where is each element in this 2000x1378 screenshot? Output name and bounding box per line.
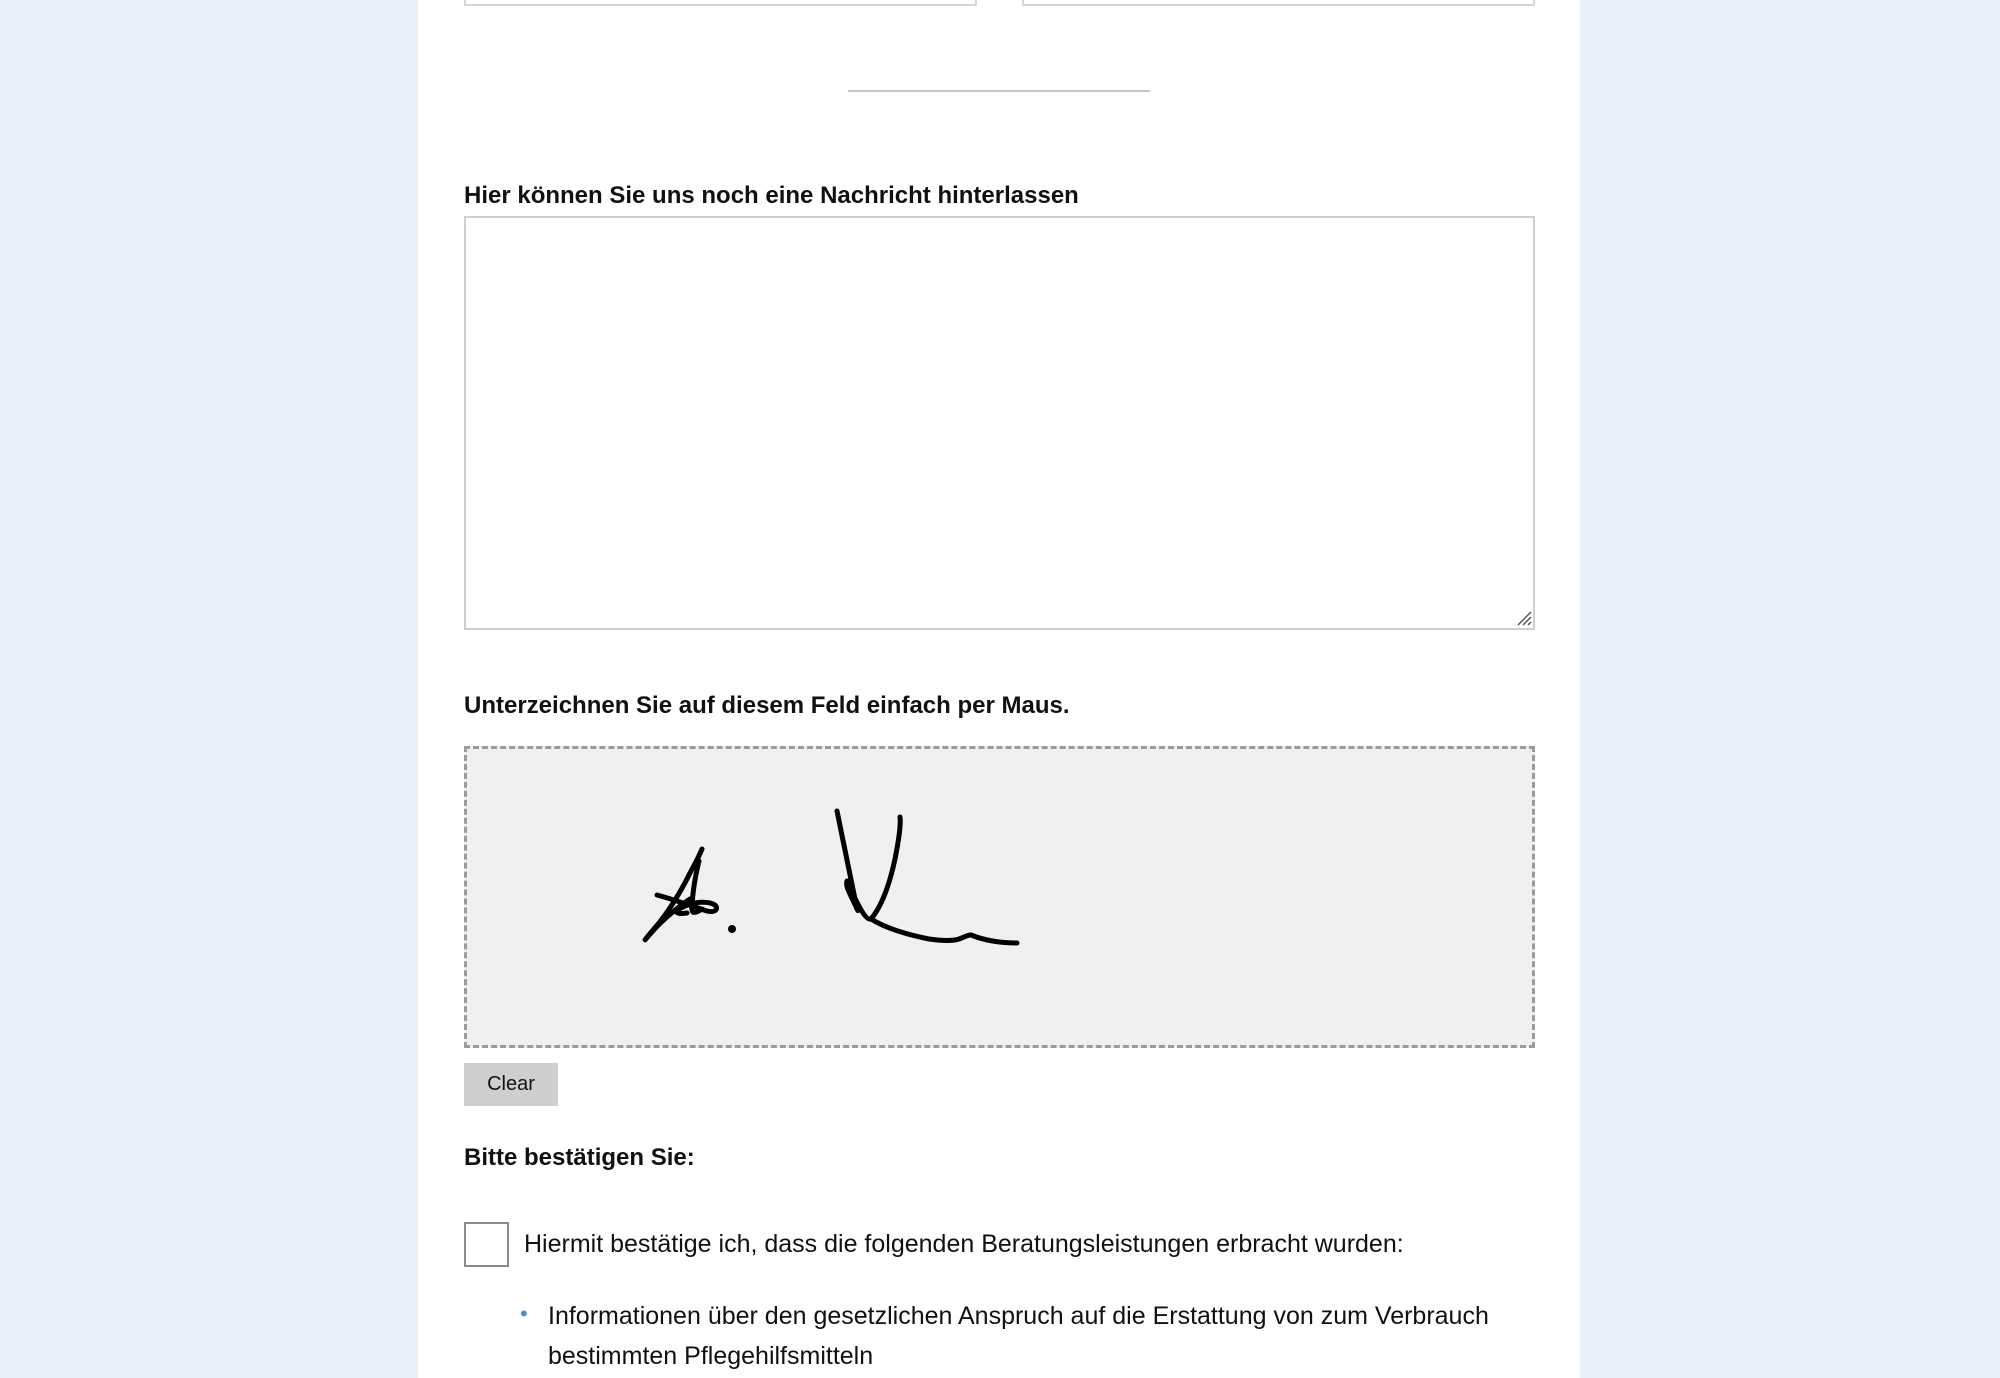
signature-drawing [467, 749, 1538, 1051]
signature-label: Unterzeichnen Sie auf diesem Feld einfach per Maus. [464, 692, 1070, 719]
previous-input-left[interactable] [464, 0, 977, 6]
message-textarea[interactable] [464, 216, 1535, 630]
confirm-checkbox[interactable] [464, 1222, 509, 1267]
confirm-label: Bitte bestätigen Sie: [464, 1144, 695, 1171]
form-page [418, 0, 1580, 1378]
list-item [518, 1296, 1538, 1376]
service-text: Informationen über den gesetzlichen Anspruch auf die Erstattung von zum Verbrauch bestimmten Pflegehilfsmitteln [548, 1302, 1489, 1370]
resize-handle-icon[interactable] [1516, 610, 1532, 626]
section-divider [848, 90, 1150, 92]
message-label: Hier können Sie uns noch eine Nachricht hinterlassen [464, 182, 1079, 209]
confirm-checkbox-label: Hiermit bestätige ich, dass die folgenden Beratungsleistungen erbracht wurden: [524, 1230, 1404, 1258]
previous-input-right[interactable] [1022, 0, 1535, 6]
bullet-icon: • [520, 1301, 528, 1326]
services-list [518, 1296, 1538, 1376]
clear-signature-button[interactable]: Clear [464, 1063, 558, 1106]
signature-pad[interactable] [464, 746, 1535, 1048]
